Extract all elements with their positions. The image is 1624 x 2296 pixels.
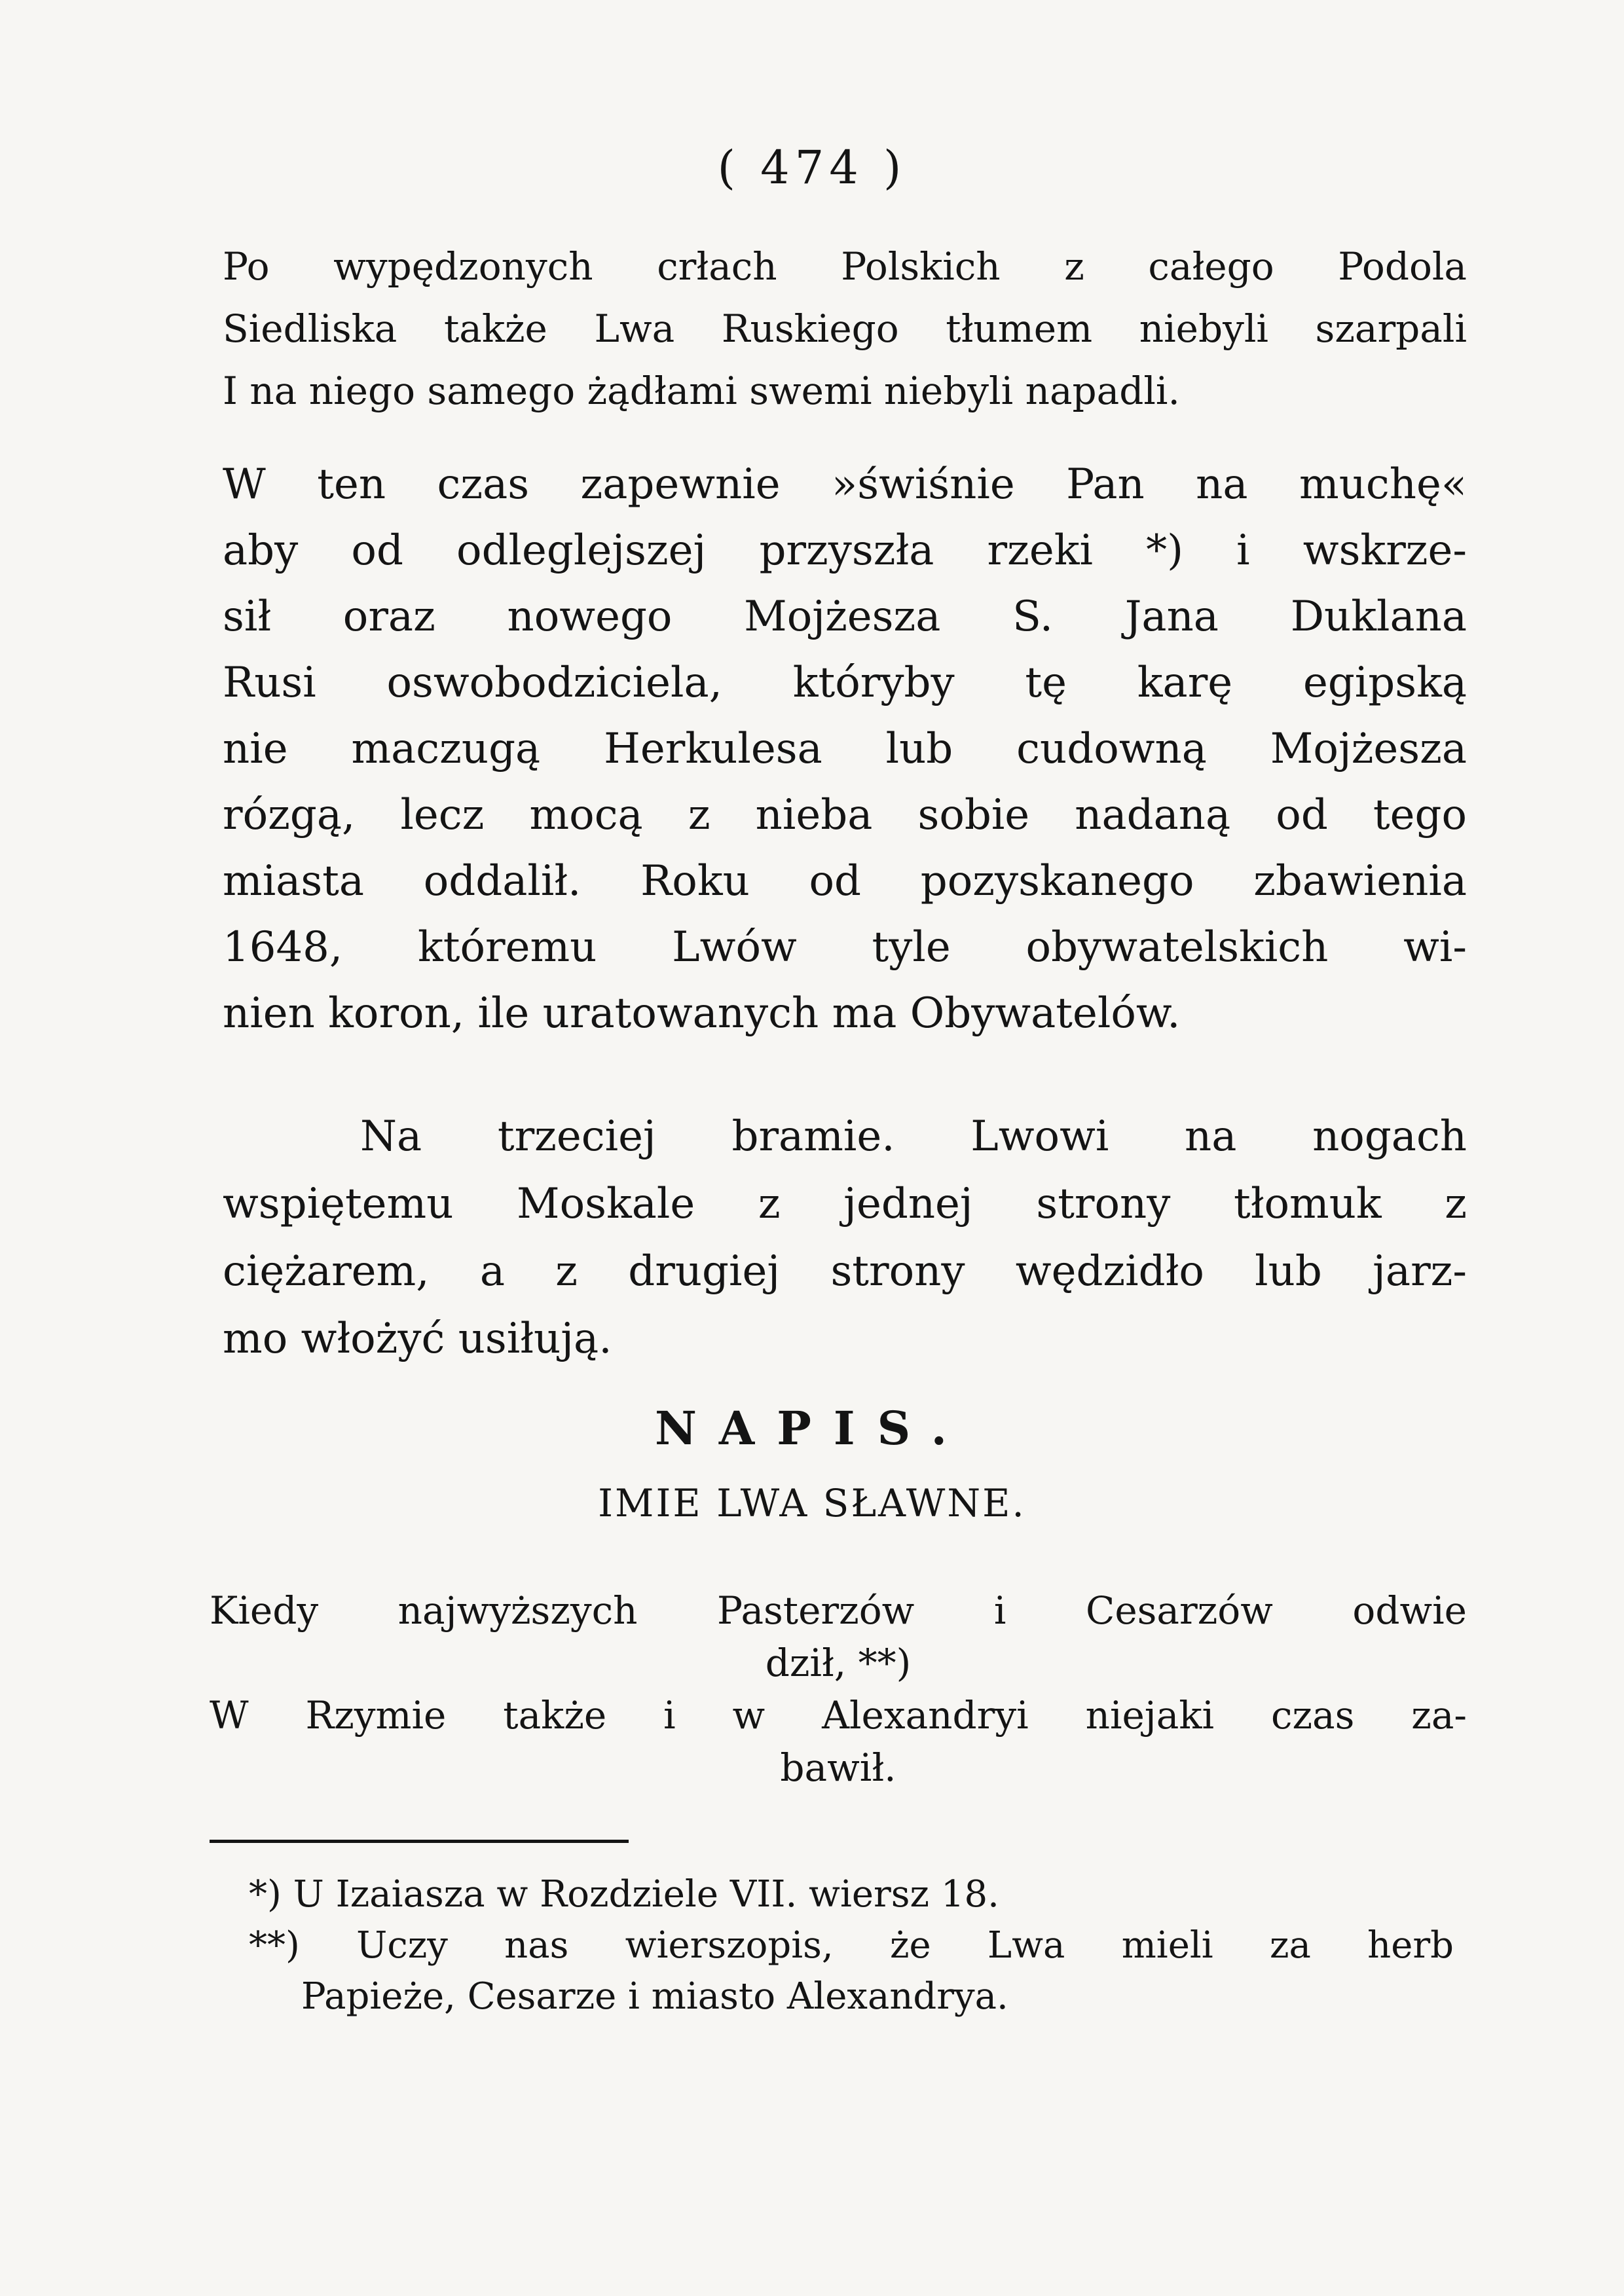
text-line: miasta oddalił. Roku od pozyskanego zbawienia xyxy=(223,857,1467,905)
text-line: 1648, któremu Lwów tyle obywatelskich wi- xyxy=(223,923,1467,972)
footnote: *) U Izaiasza w Rozdziele VII. wiersz 18. xyxy=(249,1873,999,1916)
section-heading: NAPIS. xyxy=(654,1401,970,1455)
paragraph-2 xyxy=(223,452,1467,1047)
text-line: wspiętemu Moskale z jednej strony tłomuk z xyxy=(223,1180,1467,1228)
verse-line: dził, **) xyxy=(765,1641,912,1685)
footnote: **) Uczy nas wierszopis, że Lwa mieli za herb xyxy=(249,1924,1454,1967)
verse-line: Kiedy najwyższych Pasterzów i Cesarzów odwie xyxy=(210,1588,1467,1633)
text-line: Rusi oswobodziciela, któryby tę karę egipską xyxy=(223,659,1467,707)
text-line: mo włożyć usiłują. xyxy=(223,1315,612,1363)
verse-line: W Rzymie także i w Alexandryi niejaki czas za- xyxy=(210,1693,1467,1738)
text-line: rózgą, lecz mocą z nieba sobie nadaną od tego xyxy=(223,791,1467,839)
text-line: Na trzeciej bramie. Lwowi na nogach xyxy=(360,1112,1467,1161)
text-line: nien koron, ile uratowanych ma Obywatelów. xyxy=(223,989,1181,1038)
footnote-divider xyxy=(210,1840,629,1843)
paragraph-3 xyxy=(223,1103,1467,1373)
text-line: Siedliska także Lwa Ruskiego tłumem niebyli szarpali xyxy=(223,306,1467,351)
footnotes xyxy=(249,1869,1454,2022)
text-line: W ten czas zapewnie »świśnie Pan na muchę« xyxy=(223,460,1467,509)
text-line: aby od odleglejszej przyszła rzeki *) i wskrze- xyxy=(223,526,1467,575)
text-line: ciężarem, a z drugiej strony wędzidło lub jarz- xyxy=(223,1247,1467,1296)
paragraph-1 xyxy=(223,236,1467,422)
text-line: sił oraz nowego Mojżesza S. Jana Duklana xyxy=(223,592,1467,641)
verse xyxy=(210,1584,1467,1794)
section-subheading: IMIE LWA SŁAWNE. xyxy=(598,1481,1026,1525)
text-line: Po wypędzonych crłach Polskich z całego Podola xyxy=(223,244,1467,289)
page-number: ( 474 ) xyxy=(717,141,907,194)
text-line: nie maczugą Herkulesa lub cudowną Mojżesza xyxy=(223,725,1467,773)
text-line: I na niego samego żądłami swemi niebyli napadli. xyxy=(223,369,1180,413)
footnote-continuation: Papieże, Cesarze i miasto Alexandrya. xyxy=(301,1975,1008,2018)
verse-line: bawił. xyxy=(780,1745,896,1790)
